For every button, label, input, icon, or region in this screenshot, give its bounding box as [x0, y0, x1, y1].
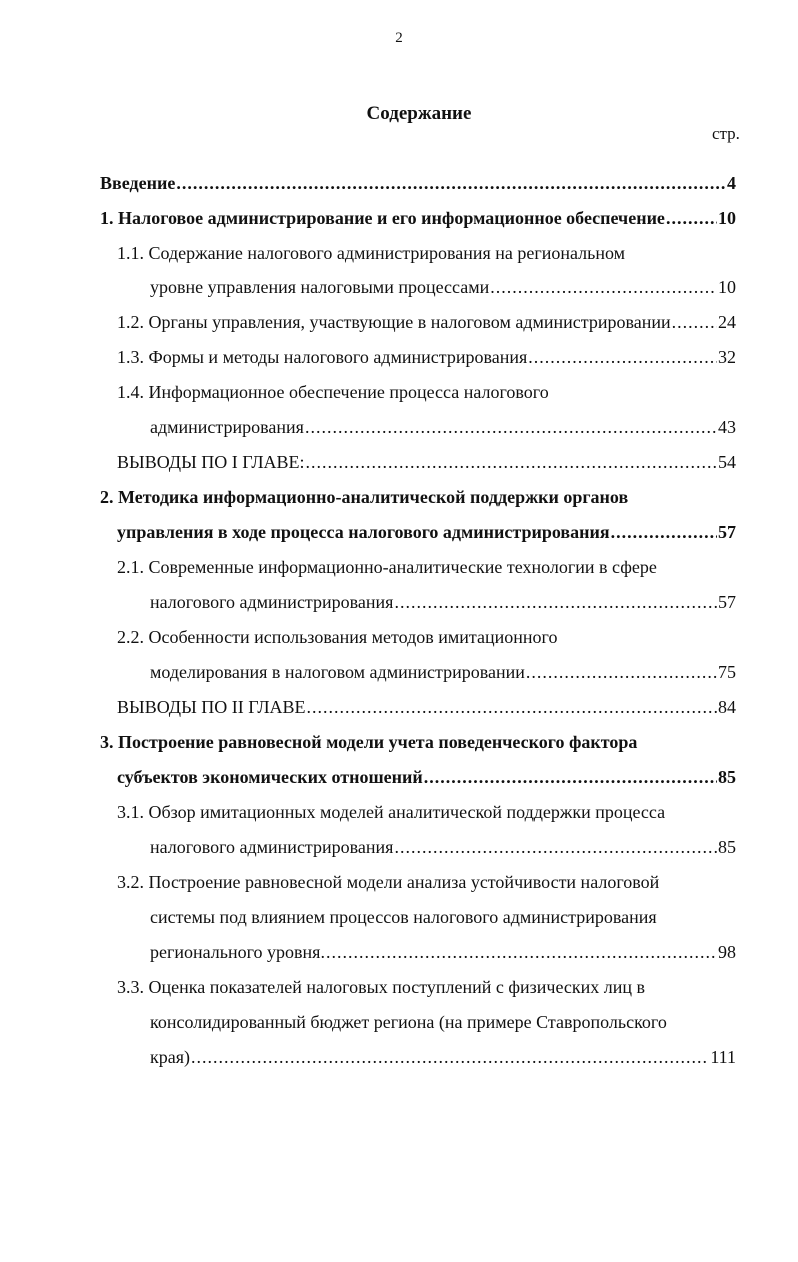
toc-entry-conclusions-2	[117, 690, 736, 724]
toc-leader-dots	[394, 585, 717, 619]
toc-entry-text: 1.2. Органы управления, участвующие в налоговом администрировании	[117, 312, 671, 332]
toc-entry-text: администрирования	[150, 417, 304, 437]
toc-entry-page: 54	[718, 452, 736, 472]
toc-entry-text: Введение	[100, 173, 176, 193]
toc-leader-dots	[526, 655, 717, 689]
toc-leader-dots	[490, 270, 717, 304]
toc-entry-3-3: 3.3. Оценка показателей налоговых поступлений с физических лиц в	[117, 977, 646, 997]
toc-entry-page: 85	[718, 767, 736, 787]
toc-entry-page: 32	[718, 347, 736, 367]
toc-entry-text: 1.3. Формы и методы налогового администрирования	[117, 347, 528, 367]
toc-entry-page: 10	[718, 277, 736, 297]
toc-leader-dots	[394, 830, 717, 864]
toc-entry-chapter-2-cont	[117, 515, 736, 549]
toc-entry-text: налогового администрирования	[150, 837, 394, 857]
toc-entry-page: 84	[718, 697, 736, 717]
toc-entry-page: 111	[710, 1047, 736, 1067]
toc-entry-text: ВЫВОДЫ ПО I ГЛАВЕ:	[117, 452, 305, 472]
toc-leader-dots	[528, 340, 717, 374]
toc-entry-page: 85	[718, 837, 736, 857]
toc-entry-text: 1. Налоговое администрирование и его информационное обеспечение	[100, 208, 665, 228]
toc-title: Содержание	[366, 103, 472, 124]
toc-entry-2-1-cont	[150, 585, 736, 619]
toc-leader-dots	[326, 935, 717, 969]
toc-entry-3-3-cont-1: консолидированный бюджет региона (на примере Ставропольского	[150, 1012, 667, 1032]
toc-entry-text: налогового администрирования	[150, 592, 394, 612]
toc-entry-2-2-cont	[150, 655, 736, 689]
toc-entry-page: 4	[727, 173, 736, 193]
toc-entry-page: 24	[718, 312, 736, 332]
toc-leader-dots	[191, 1040, 709, 1074]
toc-entry-intro	[100, 166, 736, 200]
toc-entry-conclusions-1	[117, 445, 736, 479]
toc-entry-text: уровне управления налоговыми процессами	[150, 277, 490, 297]
toc-entry-1-4-cont	[150, 410, 736, 444]
page-number: 2	[395, 30, 403, 46]
toc-leader-dots	[307, 690, 717, 724]
toc-leader-dots	[424, 760, 717, 794]
toc-leader-dots	[305, 410, 717, 444]
toc-entry-3-3-cont-2	[150, 1040, 736, 1074]
toc-entry-text: ВЫВОДЫ ПО II ГЛАВЕ	[117, 697, 306, 717]
toc-leader-dots	[672, 305, 717, 339]
toc-entry-page: 43	[718, 417, 736, 437]
toc-entry-1-2	[117, 305, 736, 339]
toc-entry-text: края)	[150, 1047, 191, 1067]
toc-entry-chapter-1	[100, 201, 736, 235]
toc-entry-1-4: 1.4. Информационное обеспечение процесса налогового	[117, 382, 549, 402]
toc-entry-chapter-3-cont	[117, 760, 736, 794]
toc-entry-text: субъектов экономических отношений	[117, 767, 423, 787]
toc-leader-dots	[666, 201, 717, 235]
toc-entry-page: 57	[718, 592, 736, 612]
toc-entry-2-2: 2.2. Особенности использования методов имитационного	[117, 627, 558, 647]
toc-entry-3-2-cont-2	[150, 935, 736, 969]
toc-entry-chapter-2: 2. Методика информационно-аналитической поддержки органов	[100, 487, 629, 507]
toc-entry-page: 10	[718, 208, 736, 228]
toc-entry-text: моделирования в налоговом администрировании	[150, 662, 525, 682]
toc-entry-3-2: 3.2. Построение равновесной модели анализа устойчивости налоговой	[117, 872, 660, 892]
toc-entry-page: 75	[718, 662, 736, 682]
toc-entry-text: регионального уровня.	[150, 942, 325, 962]
page-column-label: стр.	[712, 124, 740, 143]
toc-entry-3-1: 3.1. Обзор имитационных моделей аналитической поддержки процесса	[117, 802, 666, 822]
toc-entry-1-1-cont	[150, 270, 736, 304]
toc-entry-chapter-3: 3. Построение равновесной модели учета поведенческого фактора	[100, 732, 638, 752]
toc-entry-2-1: 2.1. Современные информационно-аналитические технологии в сфере	[117, 557, 657, 577]
toc-leader-dots	[176, 166, 726, 200]
toc-entry-page: 98	[718, 942, 736, 962]
toc-leader-dots	[611, 515, 717, 549]
toc-entry-page: 57	[718, 522, 736, 542]
toc-entry-text: управления в ходе процесса налогового администрирования	[117, 522, 610, 542]
toc-entry-3-2-cont-1: системы под влиянием процессов налогового администрирования	[150, 907, 657, 927]
toc-entry-3-1-cont	[150, 830, 736, 864]
toc-leader-dots	[306, 445, 717, 479]
toc-entry-1-3	[117, 340, 736, 374]
toc-entry-1-1: 1.1. Содержание налогового администрирования на региональном	[117, 243, 626, 263]
